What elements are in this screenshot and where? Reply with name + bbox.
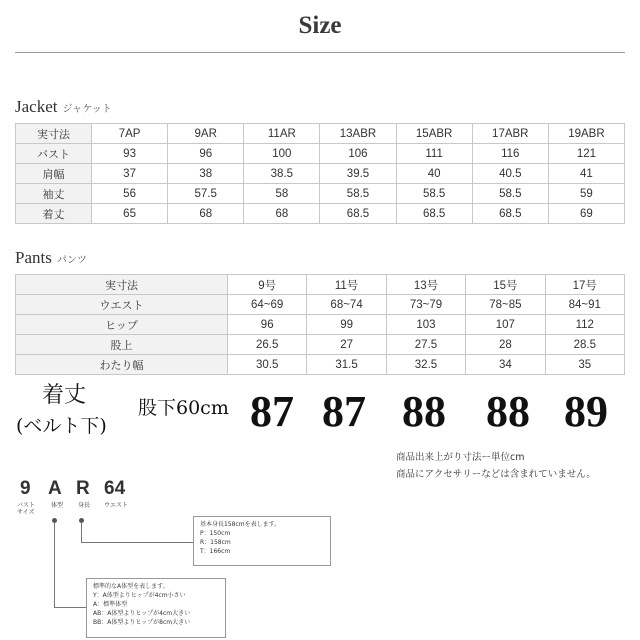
row-label: 着丈	[16, 204, 92, 224]
table-cell: 64~69	[228, 295, 307, 315]
body-type-connector-v	[54, 522, 55, 608]
pants-heading-jp: パンツ	[56, 255, 87, 266]
row-label: 袖丈	[16, 184, 92, 204]
length-value: 87	[250, 387, 294, 436]
table-cell: 112	[545, 315, 624, 335]
table-header-cell: 19ABR	[548, 124, 624, 144]
jacket-heading-en: Jacket	[15, 97, 58, 116]
table-header-cell: 実寸法	[16, 124, 92, 144]
table-header-cell: 11号	[307, 275, 386, 295]
jacket-heading-jp: ジャケット	[62, 104, 112, 115]
table-cell: 68.5	[396, 204, 472, 224]
table-cell: 68.5	[320, 204, 396, 224]
pants-heading-en: Pants	[15, 248, 52, 267]
table-cell: 32.5	[386, 355, 465, 375]
pants-heading	[15, 248, 87, 268]
height-connector-v	[81, 522, 82, 543]
table-cell: 68	[244, 204, 320, 224]
pants-header-row	[16, 275, 625, 295]
table-header-cell: 9AR	[168, 124, 244, 144]
table-cell: 69	[548, 204, 624, 224]
table-row	[16, 144, 625, 164]
length-label-line2: (ベルト下)	[16, 415, 107, 437]
table-cell: 58	[244, 184, 320, 204]
table-cell: 37	[92, 164, 168, 184]
table-cell: 68~74	[307, 295, 386, 315]
table-cell: 58.5	[320, 184, 396, 204]
code-char-bust: 9	[20, 478, 31, 499]
body-box-line: A：標準体型	[93, 601, 128, 608]
bust-size-label	[17, 502, 35, 516]
table-header-cell: 実寸法	[16, 275, 228, 295]
table-cell: 40.5	[472, 164, 548, 184]
table-cell: 107	[466, 315, 545, 335]
height-info-box	[193, 516, 331, 566]
table-cell: 73~79	[386, 295, 465, 315]
height-label: 身長	[78, 502, 91, 509]
table-cell: 116	[472, 144, 548, 164]
table-cell: 38	[168, 164, 244, 184]
table-header-cell: 13ABR	[320, 124, 396, 144]
height-box-line: R：158cm	[200, 539, 231, 546]
length-label-line1: 着丈	[42, 383, 87, 408]
height-box-line: T：166cm	[200, 548, 231, 555]
table-cell: 68.5	[472, 204, 548, 224]
row-label: 肩幅	[16, 164, 92, 184]
length-value: 88	[486, 387, 530, 436]
title-divider	[15, 52, 625, 53]
bust-label-line2: サイズ	[17, 509, 35, 516]
table-cell: 41	[548, 164, 624, 184]
table-row	[16, 204, 625, 224]
height-connector-h	[81, 542, 193, 543]
table-header-cell: 7AP	[92, 124, 168, 144]
table-cell: 93	[92, 144, 168, 164]
table-cell: 121	[548, 144, 624, 164]
table-cell: 58.5	[472, 184, 548, 204]
table-cell: 99	[307, 315, 386, 335]
table-cell: 103	[386, 315, 465, 335]
table-cell: 59	[548, 184, 624, 204]
code-char-height: R	[76, 478, 90, 499]
table-header-cell: 15号	[466, 275, 545, 295]
length-value: 88	[402, 387, 446, 436]
table-cell: 30.5	[228, 355, 307, 375]
length-value: 87	[322, 387, 366, 436]
table-header-cell: 17ABR	[472, 124, 548, 144]
inseam-label: 股下60cm	[138, 397, 229, 419]
table-cell: 56	[92, 184, 168, 204]
table-header-cell: 9号	[228, 275, 307, 295]
table-cell: 38.5	[244, 164, 320, 184]
body-box-line: Y：A体型よりヒップが4cm小さい	[93, 592, 186, 599]
table-header-cell: 15ABR	[396, 124, 472, 144]
jacket-size-table	[15, 123, 625, 224]
code-char-waist: 64	[104, 478, 126, 499]
row-label: バスト	[16, 144, 92, 164]
table-cell: 58.5	[396, 184, 472, 204]
jacket-heading	[15, 97, 112, 117]
table-cell: 84~91	[545, 295, 624, 315]
table-cell: 111	[396, 144, 472, 164]
note-unit: 商品出来上がり寸法ー単位cm	[396, 452, 525, 463]
table-cell: 28.5	[545, 335, 624, 355]
table-row	[16, 164, 625, 184]
table-row	[16, 355, 625, 375]
row-label: 股上	[16, 335, 228, 355]
body-box-line: BB：A体型よりヒップが8cm大きい	[93, 619, 191, 626]
table-cell: 96	[228, 315, 307, 335]
waist-label: ウエスト	[104, 502, 129, 509]
table-row	[16, 335, 625, 355]
table-cell: 57.5	[168, 184, 244, 204]
table-header-cell: 11AR	[244, 124, 320, 144]
table-cell: 26.5	[228, 335, 307, 355]
length-values	[232, 384, 640, 440]
pants-size-table	[15, 274, 625, 375]
body-box-line: AB：A体型よりヒップが4cm大きい	[93, 610, 191, 617]
table-cell: 28	[466, 335, 545, 355]
note-accessories: 商品にアクセサリーなどは含まれていません。	[396, 469, 596, 480]
table-row	[16, 295, 625, 315]
height-box-heading: 基本身長158cmを表します。	[200, 521, 281, 528]
height-box-line: P：150cm	[200, 530, 231, 537]
table-cell: 34	[466, 355, 545, 375]
table-row	[16, 184, 625, 204]
body-type-connector-h	[54, 607, 86, 608]
page-title: Size	[298, 12, 342, 39]
table-cell: 96	[168, 144, 244, 164]
table-header-cell: 13号	[386, 275, 465, 295]
body-type-label: 体型	[51, 502, 64, 509]
table-cell: 31.5	[307, 355, 386, 375]
length-value: 89	[564, 387, 608, 436]
notes	[396, 449, 596, 483]
table-cell: 39.5	[320, 164, 396, 184]
row-label: わたり幅	[16, 355, 228, 375]
table-cell: 40	[396, 164, 472, 184]
table-cell: 27	[307, 335, 386, 355]
table-header-cell: 17号	[545, 275, 624, 295]
row-label: ウエスト	[16, 295, 228, 315]
table-cell: 65	[92, 204, 168, 224]
table-row	[16, 315, 625, 335]
jacket-header-row	[16, 124, 625, 144]
row-label: ヒップ	[16, 315, 228, 335]
table-cell: 106	[320, 144, 396, 164]
table-cell: 68	[168, 204, 244, 224]
table-cell: 27.5	[386, 335, 465, 355]
table-cell: 78~85	[466, 295, 545, 315]
body-box-heading: 標準的なA体型を表します。	[93, 583, 169, 590]
bust-label-line1: バスト	[17, 502, 36, 509]
body-type-info-box	[86, 578, 226, 638]
code-char-body-type: A	[48, 478, 62, 499]
table-cell: 100	[244, 144, 320, 164]
table-cell: 35	[545, 355, 624, 375]
